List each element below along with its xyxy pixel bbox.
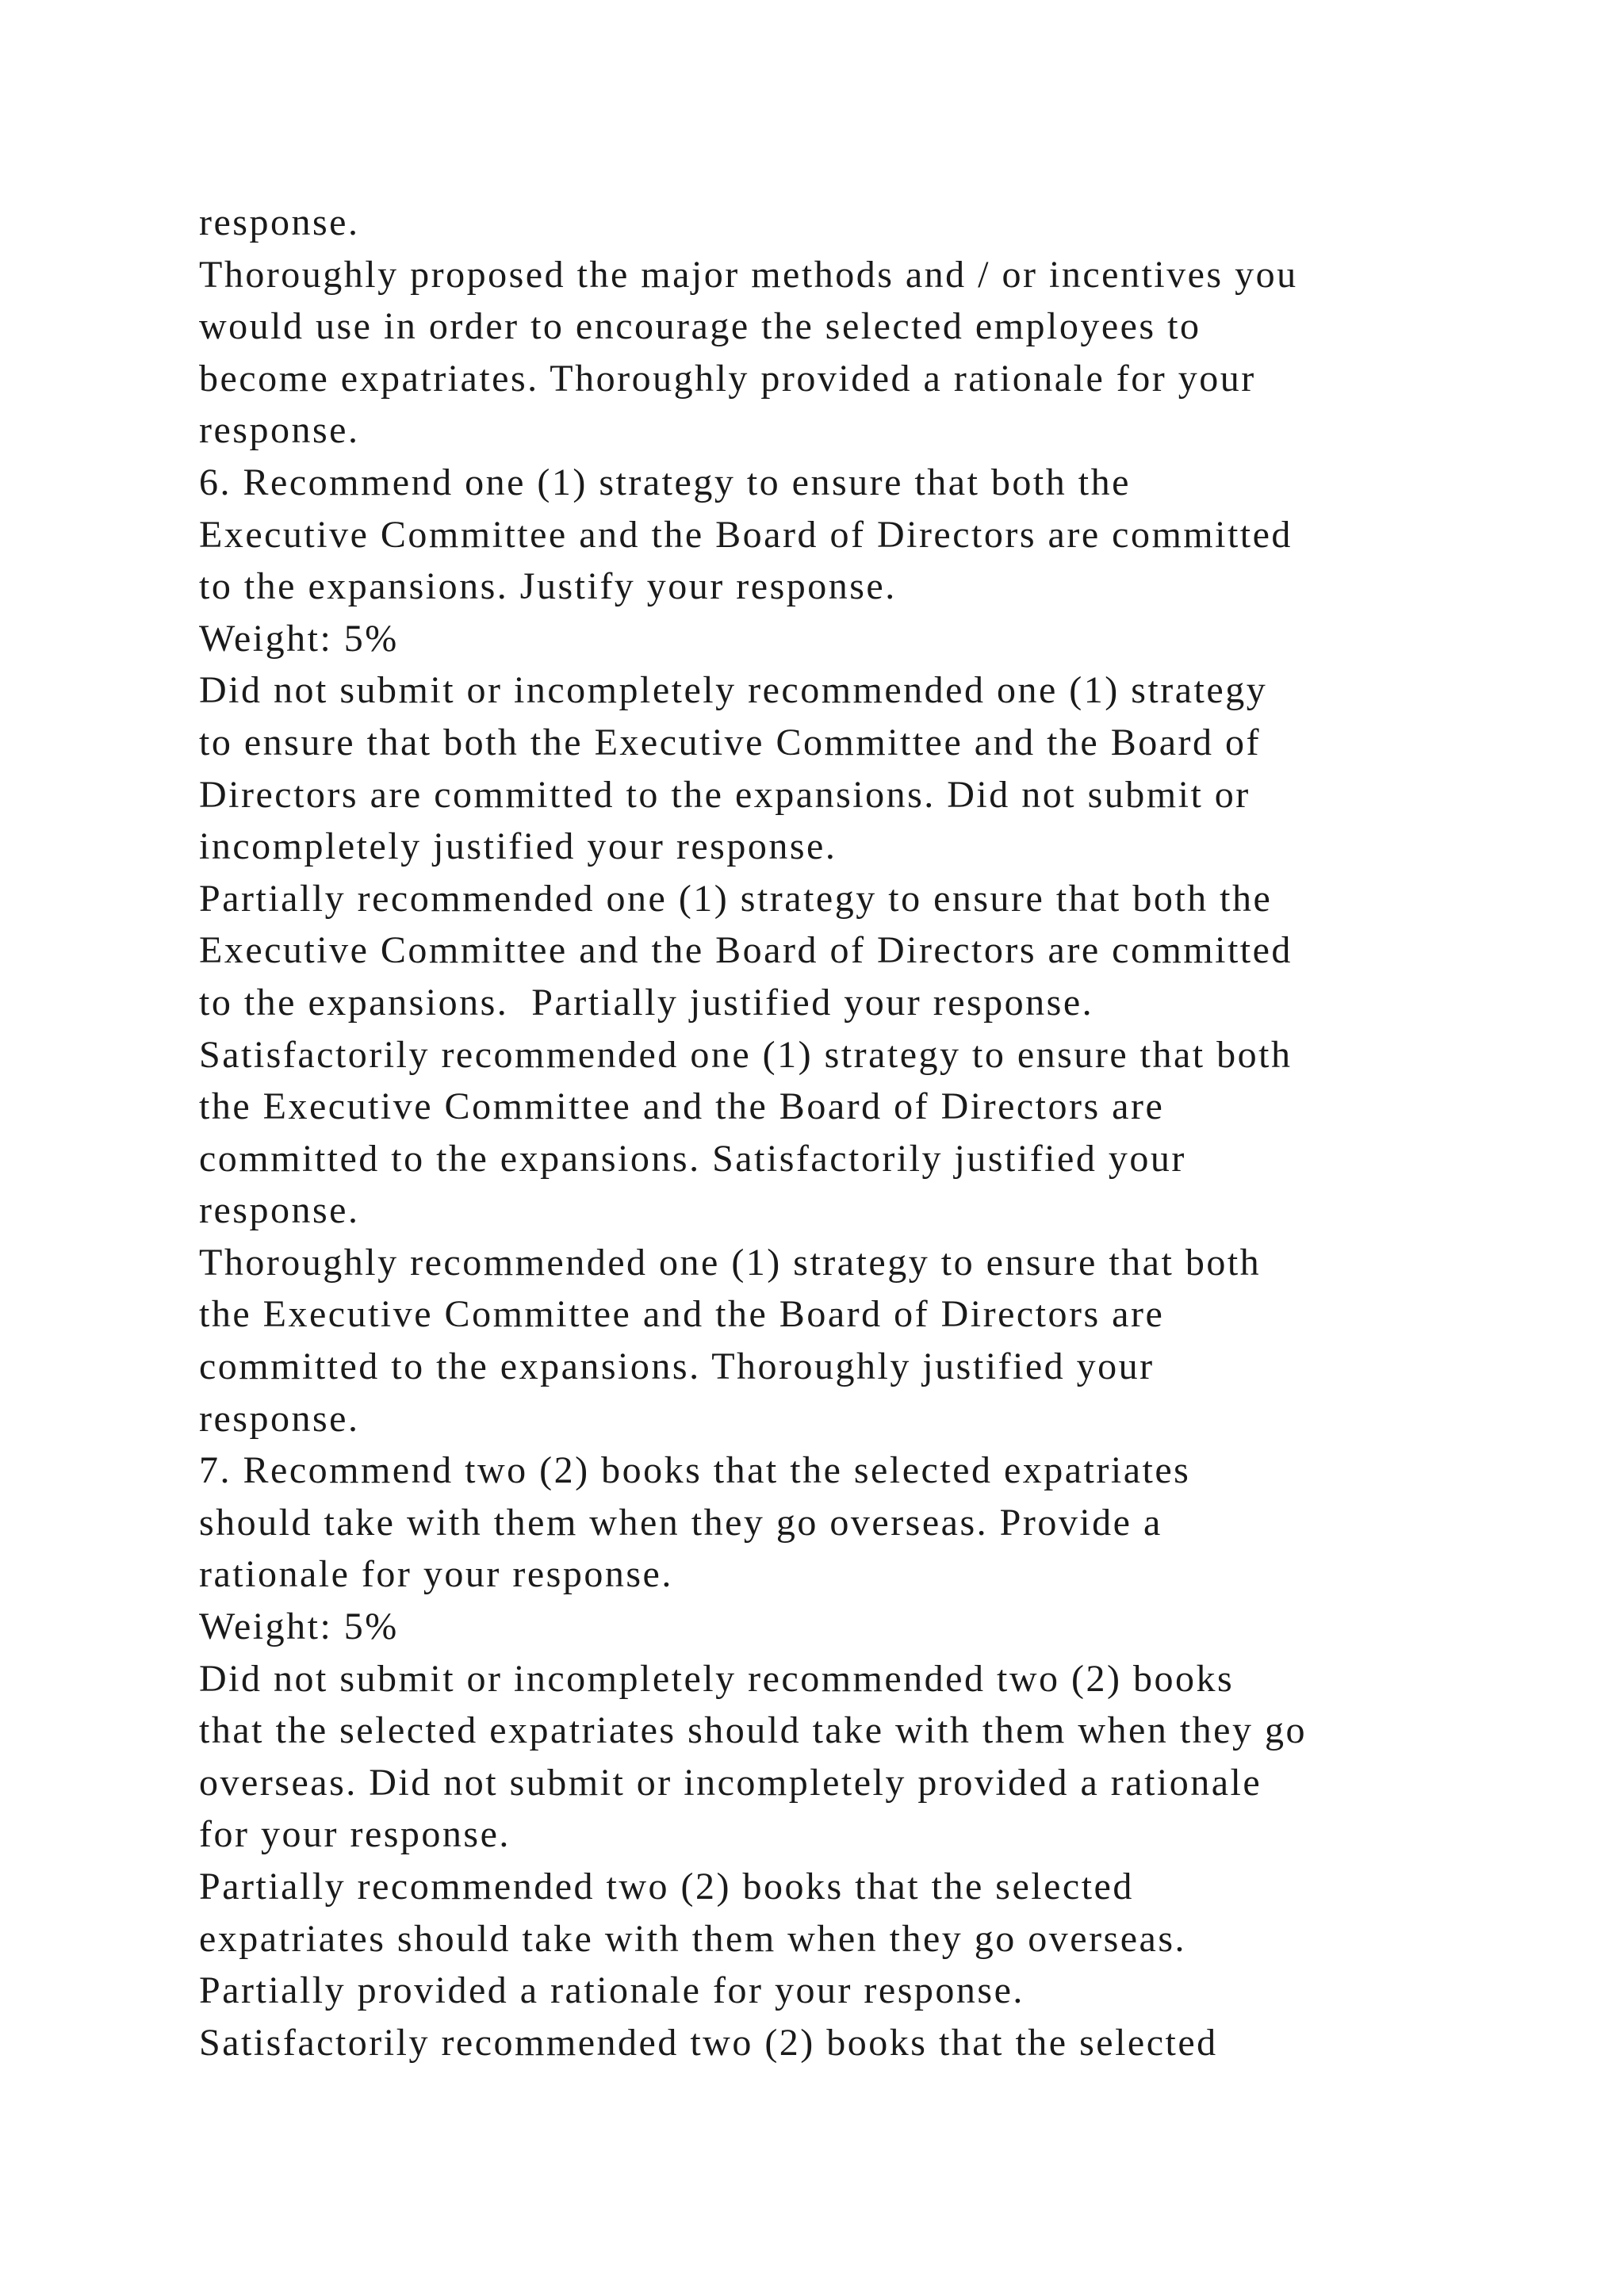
text-line: to ensure that both the Executive Committee and the Board of [199, 721, 1262, 763]
text-line: Directors are committed to the expansions. Did not submit or [199, 773, 1251, 816]
text-line: for your response. [199, 1813, 511, 1856]
text-line: Thoroughly proposed the major methods and / or incentives you [199, 253, 1298, 296]
text-line: become expatriates. Thoroughly provided a rationale for your [199, 357, 1256, 400]
document-text-block [199, 197, 1547, 2068]
text-line: response. [199, 1397, 360, 1440]
text-line: incompletely justified your response. [199, 825, 837, 868]
text-line: the Executive Committee and the Board of Directors are [199, 1293, 1165, 1336]
text-line: Thoroughly recommended one (1) strategy to ensure that both [199, 1241, 1262, 1284]
text-line: Partially recommended two (2) books that the selected [199, 1866, 1134, 1908]
text-line: Partially recommended one (1) strategy to ensure that both the [199, 877, 1273, 920]
text-line: response. [199, 1189, 360, 1232]
text-line: Executive Committee and the Board of Directors are committed [199, 513, 1293, 556]
text-line: Did not submit or incompletely recommended two (2) books [199, 1657, 1235, 1700]
text-line: would use in order to encourage the selected employees to [199, 305, 1201, 348]
text-line: to the expansions. Partially justified your response. [199, 981, 1094, 1024]
text-line: should take with them when they go overseas. Provide a [199, 1501, 1162, 1544]
text-line: Executive Committee and the Board of Directors are committed [199, 929, 1293, 972]
text-line: Weight: 5% [199, 617, 399, 660]
text-line: rationale for your response. [199, 1553, 673, 1596]
text-line: Satisfactorily recommended one (1) strategy to ensure that both [199, 1033, 1293, 1076]
text-line: that the selected expatriates should take with them when they go [199, 1709, 1307, 1752]
text-line: overseas. Did not submit or incompletely provided a rationale [199, 1761, 1262, 1804]
text-line: Satisfactorily recommended two (2) books that the selected [199, 2021, 1218, 2064]
text-line: the Executive Committee and the Board of Directors are [199, 1085, 1165, 1128]
text-line: response. [199, 201, 360, 243]
text-line: expatriates should take with them when they go overseas. [199, 1917, 1187, 1960]
text-line: Partially provided a rationale for your response. [199, 1969, 1025, 2012]
text-line: 7. Recommend two (2) books that the selected expatriates [199, 1449, 1191, 1492]
text-line: 6. Recommend one (1) strategy to ensure that both the [199, 461, 1131, 503]
text-line: committed to the expansions. Satisfactorily justified your [199, 1137, 1186, 1180]
text-line: Did not submit or incompletely recommended one (1) strategy [199, 669, 1268, 712]
text-line: Weight: 5% [199, 1605, 399, 1648]
text-line: to the expansions. Justify your response. [199, 565, 897, 608]
text-line: response. [199, 409, 360, 452]
text-line: committed to the expansions. Thoroughly justified your [199, 1345, 1155, 1388]
